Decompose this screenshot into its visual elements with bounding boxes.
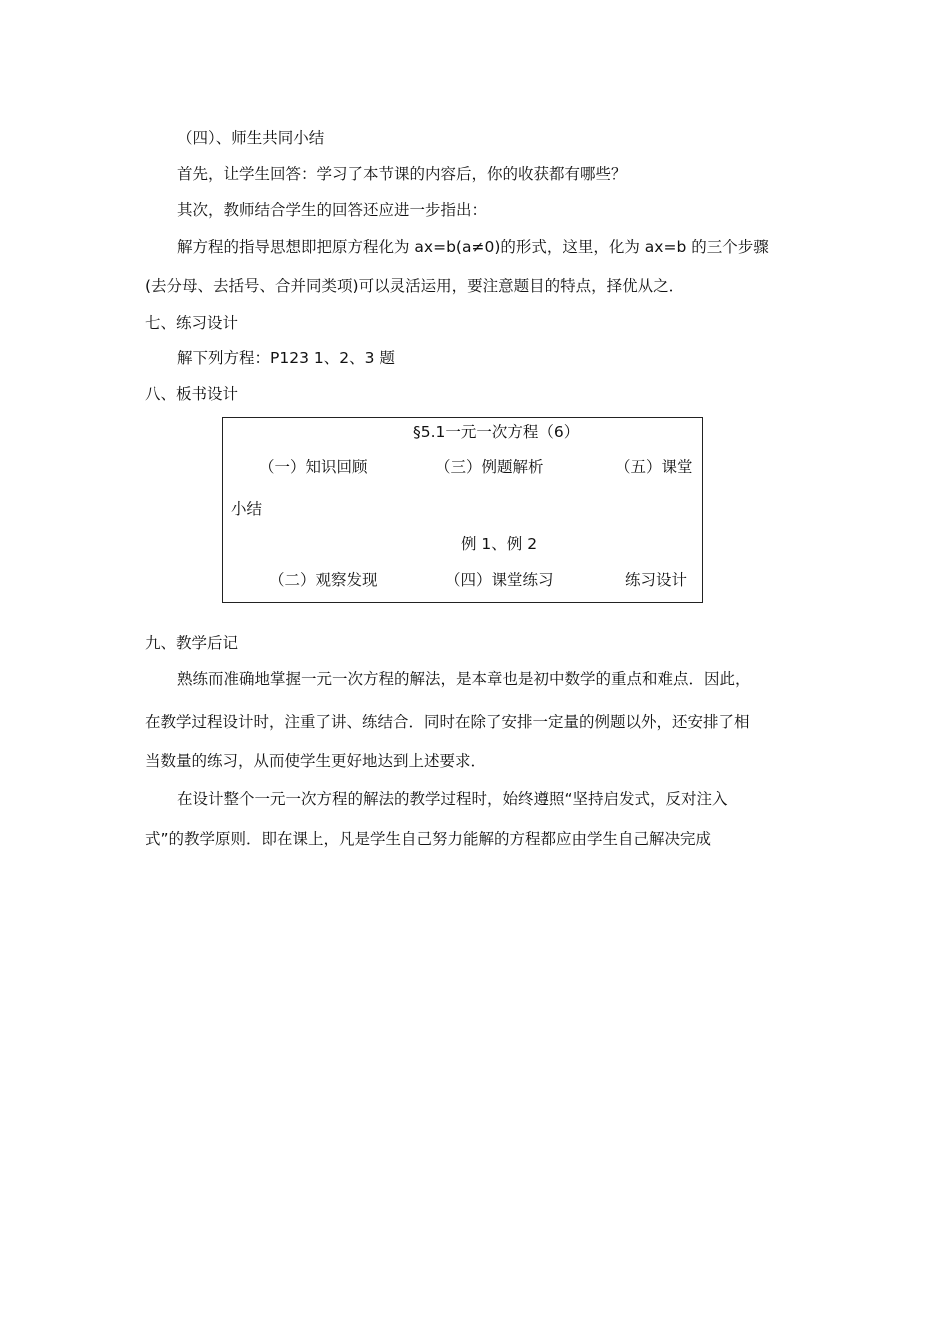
section-9-paragraph-2-line-1: 在设计整个一元一次方程的解法的教学过程时，始终遵照“坚持启发式，反对注入 [177, 790, 728, 808]
summary-heading: （四）、师生共同小结 [177, 129, 325, 147]
summary-paragraph-1: 首先，让学生回答：学习了本节课的内容后，你的收获都有哪些？ [177, 165, 627, 183]
summary-paragraph-3-line-1: 解方程的指导思想即把原方程化为 ax=b(a≠0)的形式，这里，化为 ax=b 的三个步骤 [177, 238, 769, 256]
summary-paragraph-2: 其次，教师结合学生的回答还应进一步指出： [177, 201, 488, 219]
board-item-2: （二）观察发现 [269, 571, 378, 589]
blackboard-design-box [222, 417, 703, 603]
section-9-paragraph-1-line-3: 当数量的练习，从而使学生更好地达到上述要求． [145, 752, 487, 770]
board-practice: 练习设计 [625, 571, 688, 589]
board-item-1: （一）知识回顾 [259, 458, 368, 476]
board-item-3: （三）例题解析 [435, 458, 544, 476]
section-7-text: 解下列方程：P123 1、2、3 题 [177, 349, 395, 367]
board-title: §5.1一元一次方程（6） [413, 423, 580, 441]
board-item-4: （四）课堂练习 [445, 571, 554, 589]
board-item-5-continued: 小结 [231, 500, 263, 518]
section-8-heading: 八、板书设计 [145, 385, 239, 403]
section-9-paragraph-1-line-1: 熟练而准确地掌握一元一次方程的解法，是本章也是初中数学的重点和难点．因此， [177, 670, 751, 688]
section-9-heading: 九、教学后记 [145, 634, 239, 652]
board-examples: 例 1、例 2 [461, 535, 538, 553]
section-9-paragraph-2-line-2: 式”的教学原则．即在课上，凡是学生自己努力能解的方程都应由学生自己解决完成 [145, 830, 712, 848]
section-7-heading: 七、练习设计 [145, 314, 239, 332]
summary-paragraph-3-line-2: (去分母、去括号、合并同类项)可以灵活运用，要注意题目的特点，择优从之． [145, 277, 685, 295]
section-9-paragraph-1-line-2: 在教学过程设计时，注重了讲、练结合．同时在除了安排一定量的例题以外，还安排了相 [145, 713, 750, 731]
board-item-5: （五）课堂 [615, 458, 693, 476]
